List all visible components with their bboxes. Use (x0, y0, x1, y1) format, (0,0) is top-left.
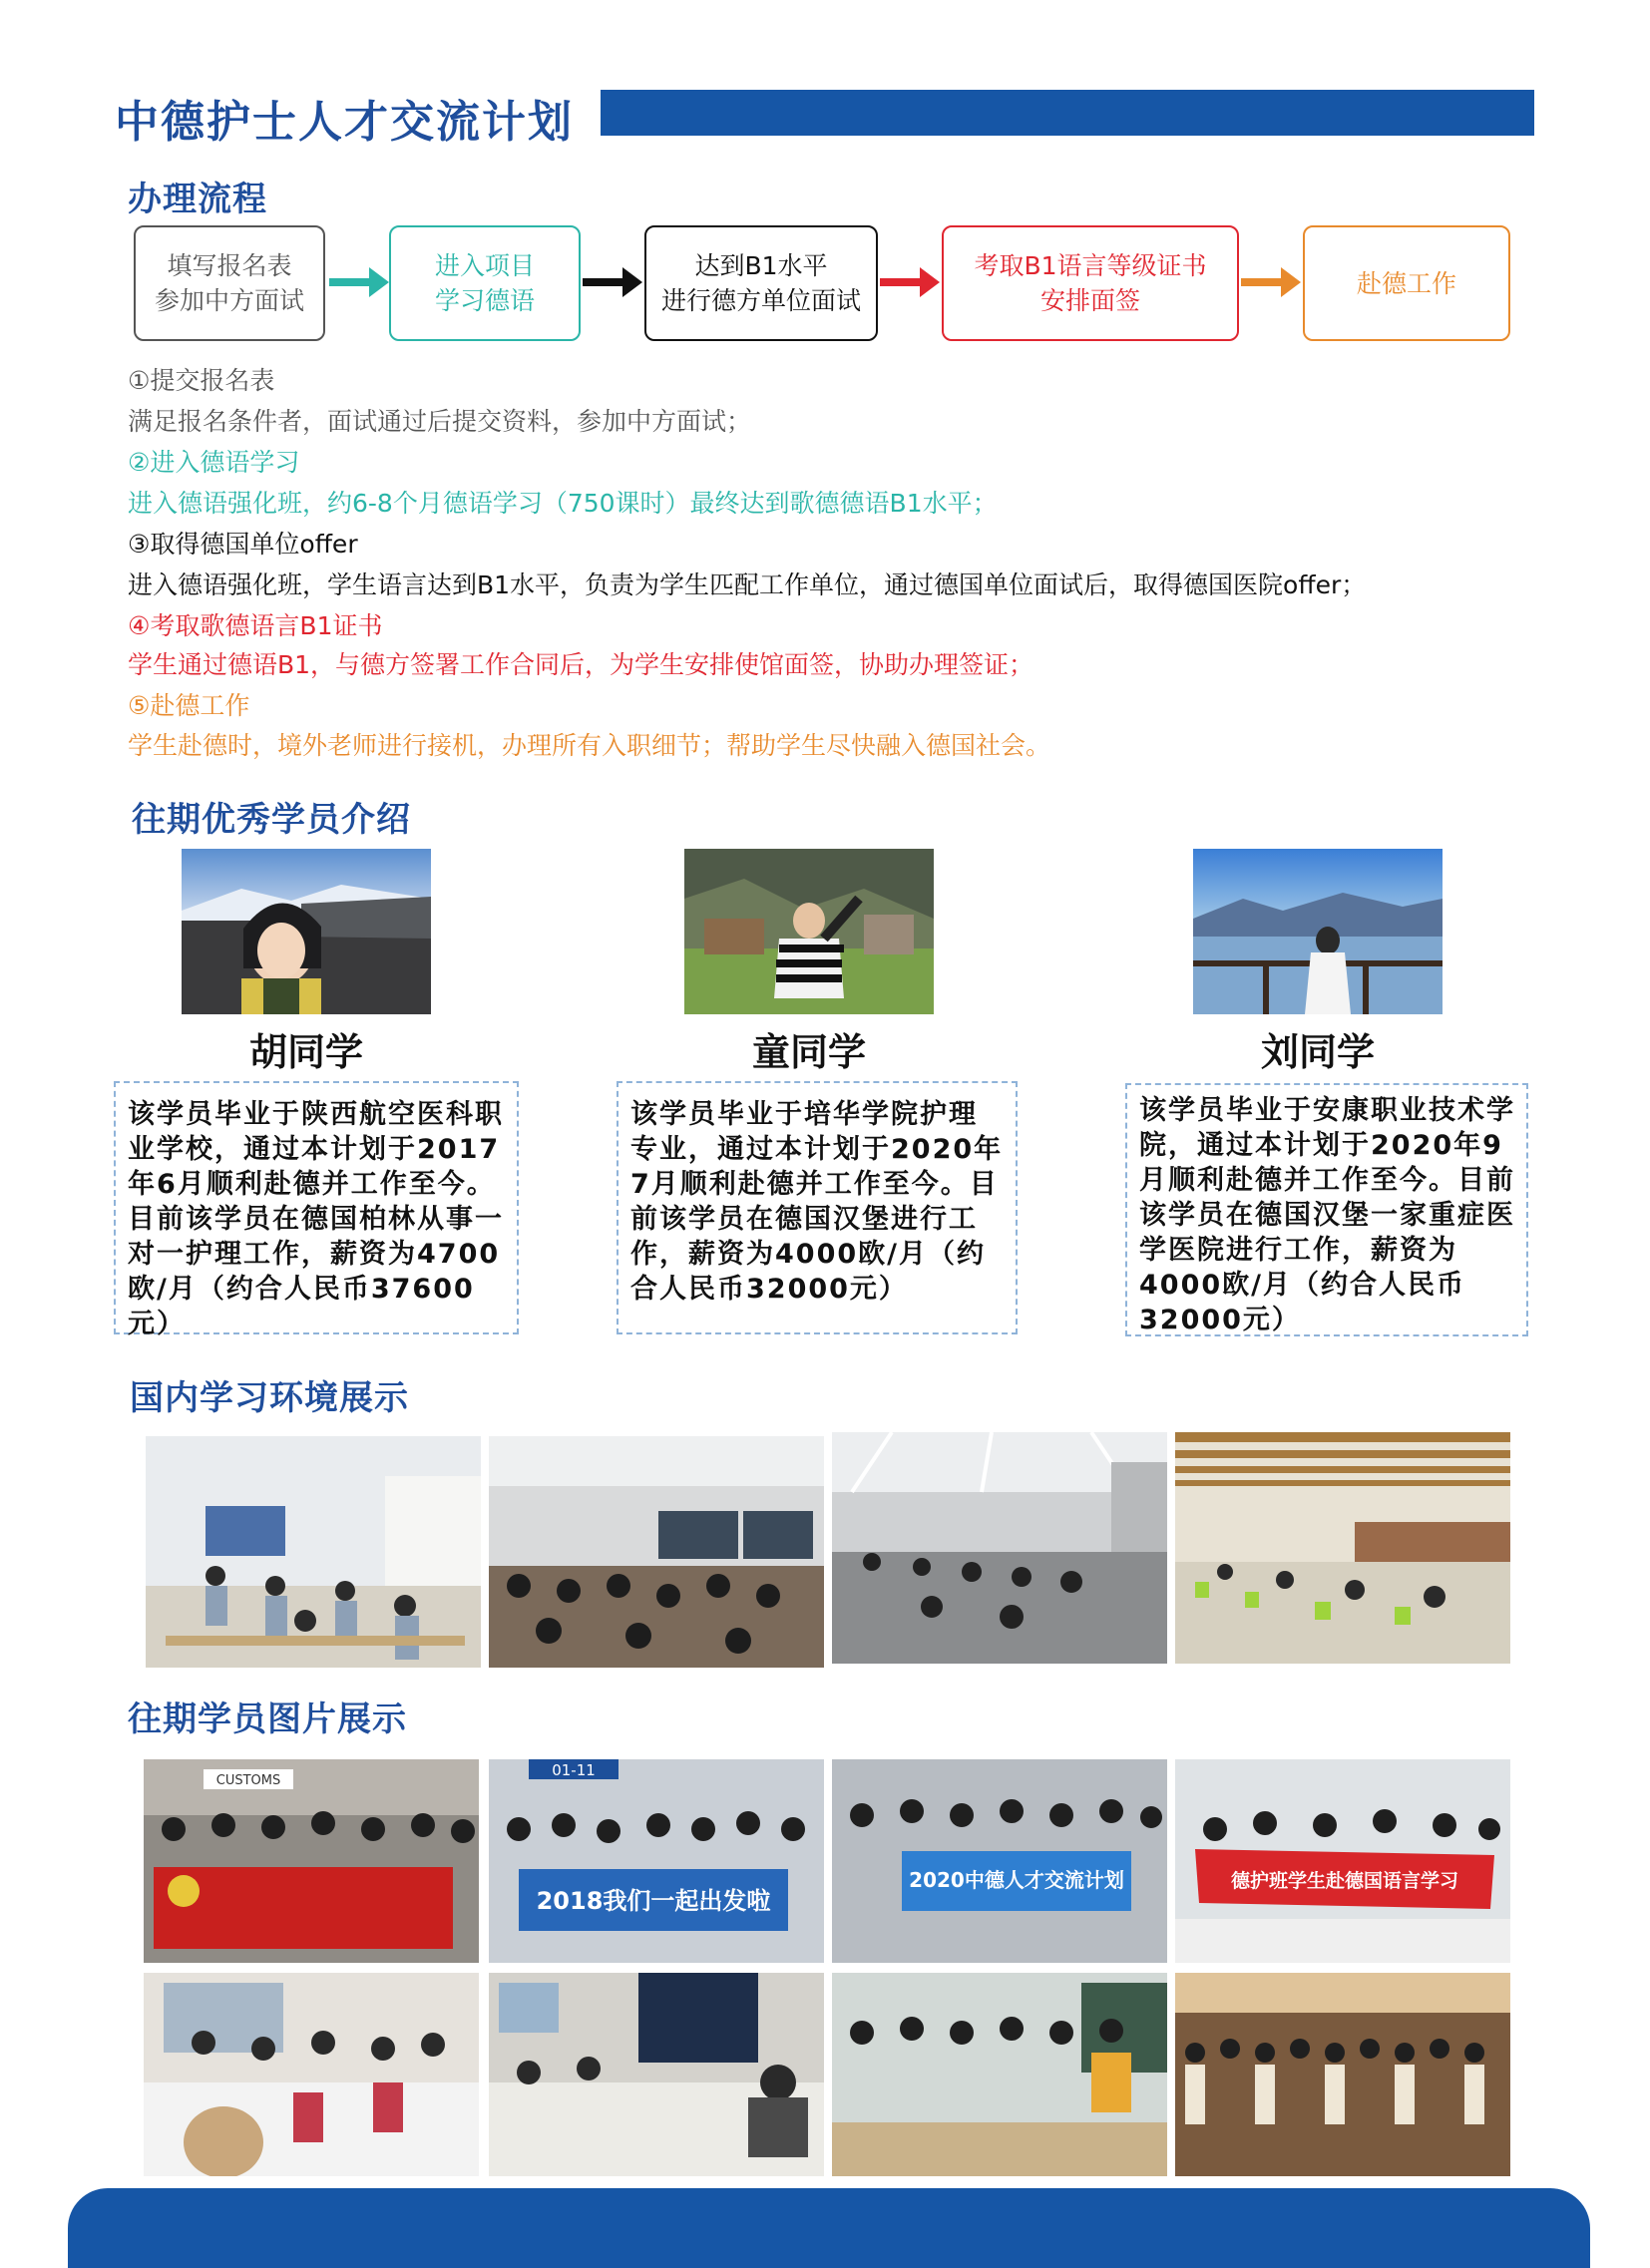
gallery-photo-4 (1175, 1759, 1510, 1963)
flow-step-3: 达到B1水平 进行德方单位面试 (644, 225, 878, 341)
page-title: 中德护士人才交流计划 (115, 97, 574, 148)
environment-heading: 国内学习环境展示 (130, 1378, 409, 1418)
gallery-photo-2 (489, 1759, 824, 1963)
student-name-liu: 刘同学 (1260, 1030, 1375, 1074)
flow-step-4: 考取B1语言等级证书 安排面签 (942, 225, 1239, 341)
detail-text-1: 满足报名条件者，面试通过后提交资料，参加中方面试； (128, 407, 752, 436)
detail-text-5: 学生赴德时，境外老师进行接机，办理所有入职细节；帮助学生尽快融入德国社会。 (128, 731, 1051, 760)
gallery-photo-8 (1175, 1973, 1510, 2176)
flow-step-2: 进入项目 学习德语 (389, 225, 581, 341)
banner-text: 2018我们一起出发啦 (536, 1887, 771, 1915)
gallery-photo-6 (489, 1973, 824, 2176)
classroom-photo-3 (832, 1432, 1167, 1664)
flow-step-1: 填写报名表 参加中方面试 (134, 225, 325, 341)
detail-text-3: 进入德语强化班，学生语言达到B1水平，负责为学生匹配工作单位，通过德国单位面试后，取得德国医院offer； (128, 570, 1367, 599)
detail-title-3: ③取得德国单位offer (128, 530, 358, 559)
detail-text-2: 进入德语强化班，约6-8个月德语学习（750课时）最终达到歌德德语B1水平； (128, 489, 998, 518)
process-heading: 办理流程 (128, 180, 267, 219)
classroom-photo-1 (146, 1436, 481, 1668)
flow-arrow-2 (583, 267, 642, 297)
flow-arrow-1 (329, 267, 389, 297)
student-name-tong: 童同学 (751, 1030, 866, 1074)
banner-text: 德护班学生赴德国语言学习 (1230, 1870, 1459, 1892)
gallery-photo-7 (832, 1973, 1167, 2176)
student-intro-tong: 该学员毕业于培华学院护理专业，通过本计划于2020年7月顺利赴德并工作至今。目前该学员在德国汉堡进行工作，薪资为4000欧/月（约合人民币32000元） (617, 1081, 1018, 1334)
flow-step-5: 赴德工作 (1303, 225, 1510, 341)
flow-arrow-3 (880, 267, 940, 297)
detail-title-1: ①提交报名表 (128, 366, 275, 395)
gallery-photo-1 (144, 1759, 479, 1963)
footer-bar (68, 2188, 1590, 2268)
student-photo-hu (182, 849, 431, 1014)
banner-text: 2020中德人才交流计划 (909, 1868, 1124, 1892)
classroom-photo-2 (489, 1436, 824, 1668)
detail-text-4: 学生通过德语B1，与德方签署工作合同后，为学生安排使馆面签，协助办理签证； (128, 650, 1034, 679)
detail-title-4: ④考取歌德语言B1证书 (128, 611, 383, 640)
student-intro-liu: 该学员毕业于安康职业技术学院，通过本计划于2020年9月顺利赴德并工作至今。目前该学员在德国汉堡一家重症医学医院进行工作，薪资为4000欧/月（约合人民币32000元） (1125, 1083, 1528, 1336)
students-heading: 往期优秀学员介绍 (132, 800, 411, 840)
gallery-photo-5 (144, 1973, 479, 2176)
svg-text:CUSTOMS: CUSTOMS (215, 1773, 281, 1788)
title-bar (601, 90, 1534, 136)
student-name-hu: 胡同学 (248, 1030, 363, 1074)
gallery-heading: 往期学员图片展示 (128, 1700, 407, 1739)
detail-title-2: ②进入德语学习 (128, 448, 300, 477)
student-photo-liu (1193, 849, 1443, 1014)
gallery-photo-3 (832, 1759, 1167, 1963)
student-photo-tong (684, 849, 934, 1014)
flow-arrow-4 (1241, 267, 1301, 297)
svg-text:01-11: 01-11 (552, 1761, 596, 1779)
library-photo (1175, 1432, 1510, 1664)
detail-title-5: ⑤赴德工作 (128, 691, 250, 720)
student-intro-hu: 该学员毕业于陕西航空医科职业学校，通过本计划于2017年6月顺利赴德并工作至今。目前该学员在德国柏林从事一对一护理工作，薪资为4700欧/月（约合人民币37600元） (114, 1081, 519, 1334)
